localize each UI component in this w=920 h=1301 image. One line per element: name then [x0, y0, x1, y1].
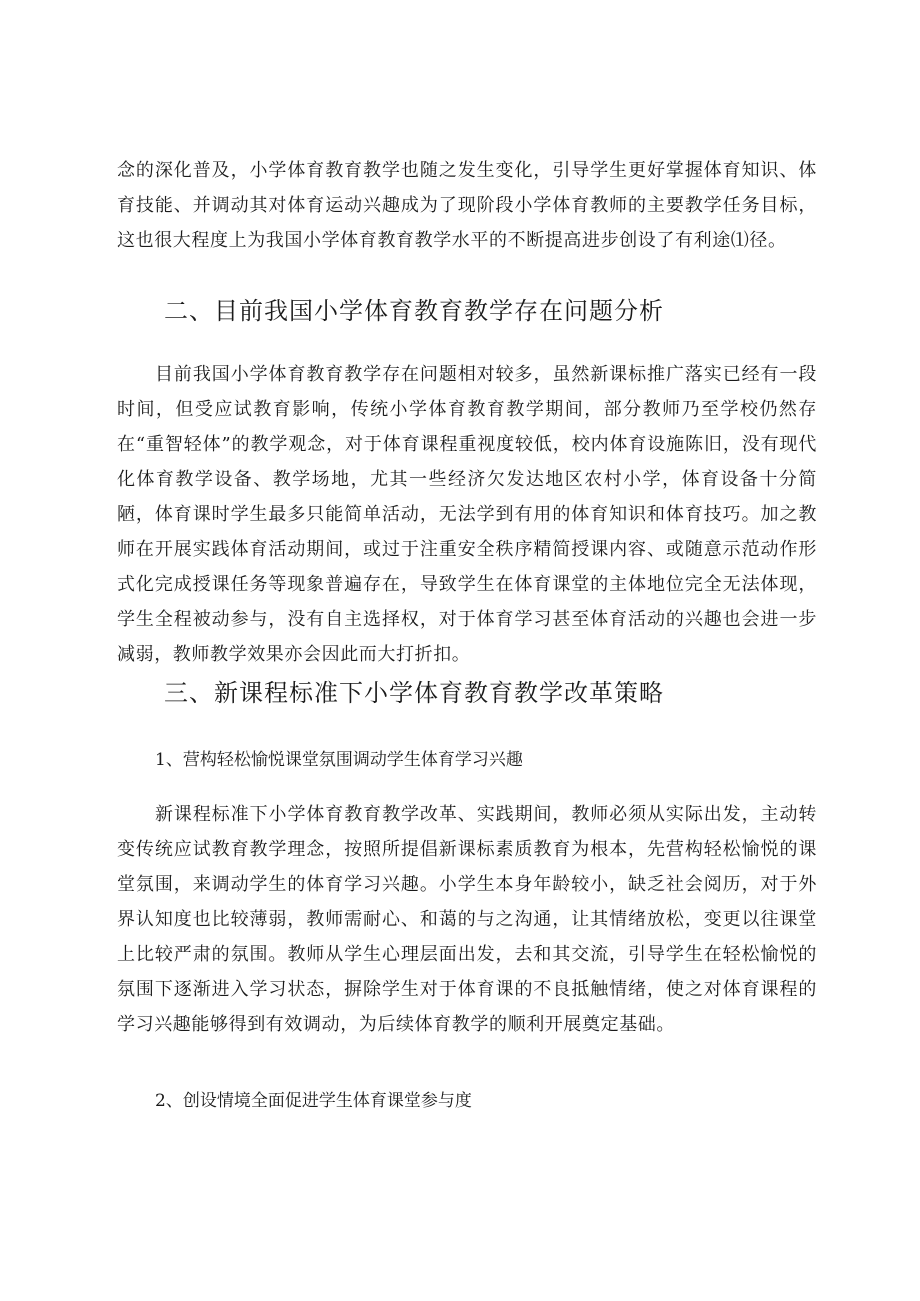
section-2-paragraph: 目前我国小学体育教育教学存在问题相对较多，虽然新课标推广落实已经有一段时间，但受应试教育影响，传统小学体育教育教学期间，部分教师乃至学校仍然存在“重智轻体”的教学观念，对于体育课程重视度较低，校内体育设施陈旧，没有现代化体育教学设备、教学场地，尤其一些经济欠发达地区农村小学，体育设备十分简陋，体育课时学生最多只能简单活动，无法学到有用的体育知识和体育技巧。加之教师在开展实践体育活动期间，或过于注重安全秩序精简授课内容、或随意示范动作形式化完成授课任务等现象普遍存在，导致学生在体育课堂的主体地位完全无法体现，学生全程被动参与，没有自主选择权，对于体育学习甚至体育活动的兴趣也会进一步减弱，教师教学效果亦会因此而大打折扣。 [117, 364, 817, 665]
subsection-2-heading: 2、创设情境全面促进学生体育课堂参与度 [155, 1091, 472, 1111]
section-2-heading: 二、目前我国小学体育教育教学存在问题分析 [164, 297, 664, 325]
section-3-heading: 三、新课程标准下小学体育教育教学改革策略 [164, 679, 664, 707]
subsection-1-paragraph: 新课程标准下小学体育教育教学改革、实践期间，教师必须从实际出发，主动转变传统应试教育教学理念，按照所提倡新课标素质教育为根本，先营构轻松愉悦的课堂氛围，来调动学生的体育学习兴趣。小学生本身年龄较小，缺乏社会阅历，对于外界认知度也比较薄弱，教师需耐心、和蔼的与之沟通，让其情绪放松，变更以往课堂上比较严肃的氛围。教师从学生心理层面出发，去和其交流，引导学生在轻松愉悦的氛围下逐渐进入学习状态，摒除学生对于体育课的不良抵触情绪，使之对体育课程的学习兴趣能够得到有效调动，为后续体育教学的顺利开展奠定基础。 [117, 804, 817, 1035]
continuation-paragraph: 念的深化普及，小学体育教育教学也随之发生变化，引导学生更好掌握体育知识、体育技能、并调动其对体育运动兴趣成为了现阶段小学体育教师的主要教学任务目标，这也很大程度上为我国小学体育教育教学水平的不断提高进步创设了有利途⑴径。 [117, 160, 817, 251]
subsection-1-heading: 1、营构轻松愉悦课堂氛围调动学生体育学习兴趣 [155, 750, 523, 770]
